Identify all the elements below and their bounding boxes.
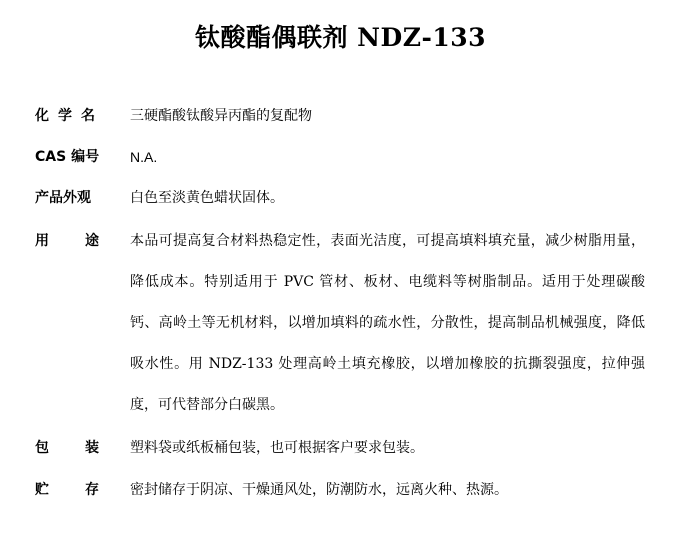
field-label: 用途 [35, 233, 135, 249]
field-label: 化学名 [35, 108, 104, 124]
field-value: 三硬酯酸钛酸异丙酯的复配物 [130, 108, 312, 124]
field-label: 包装 [35, 440, 135, 456]
field-value: 密封储存于阴凉、干燥通风处，防潮防水，远离火种、热源。 [130, 482, 508, 498]
document-title: 钛酸酯偶联剂 NDZ-133 [194, 23, 487, 52]
field-value: 白色至淡黄色蜡状固体。 [130, 190, 284, 206]
field-value: N.A. [130, 149, 158, 165]
field-label: CAS 编号 [35, 149, 100, 165]
field-label: 贮存 [35, 482, 135, 498]
field-value: 塑料袋或纸板桶包装，也可根据客户要求包装。 [130, 440, 424, 456]
field-value: 本品可提高复合材料热稳定性，表面光洁度，可提高填料填充量，减少树脂用量，降低成本。特别适用于 PVC 管材、板材、电缆料等树脂制品。适用于处理碳酸钙、高岭土等无机材料，以增加填料的疏水性，分散性，提高制品机械强度，降低吸水性。用 NDZ-133 处理高岭土填充橡胶，以增加橡胶的抗撕裂强度，拉伸强度，可代替部分白碳黑。 [130, 233, 645, 413]
field-label: 产品外观 [35, 190, 91, 206]
